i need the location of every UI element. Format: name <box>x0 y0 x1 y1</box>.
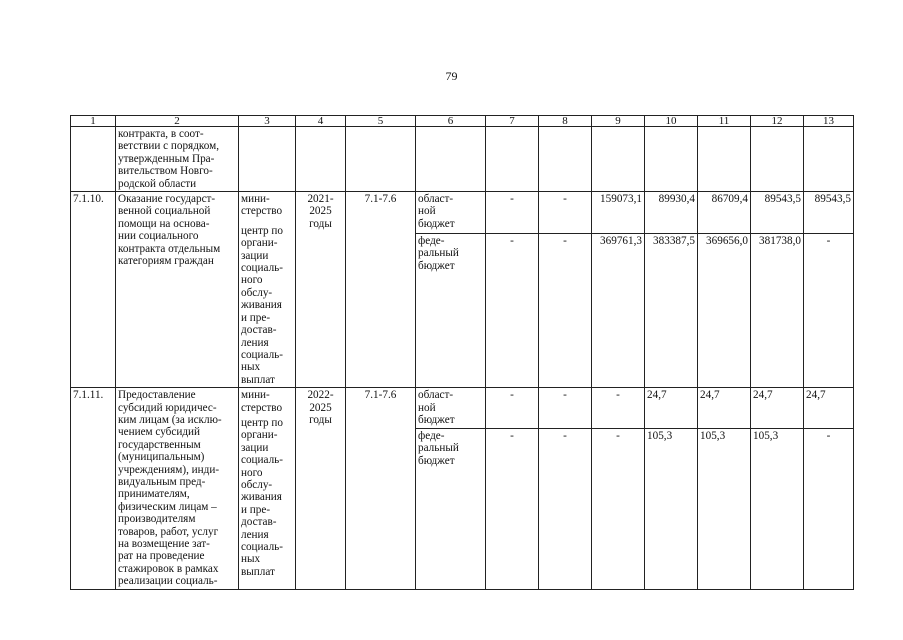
cell-years: 2021- 2025 годы <box>296 192 346 388</box>
cell-source: феде- ральный бюджет <box>416 429 486 590</box>
cell-value: 24,7 <box>804 388 854 429</box>
cell-value: 369761,3 <box>592 233 645 387</box>
cell-activity-name: контракта, в соот- ветствии с порядком, утвержденным Пра- вительством Новго- родской области <box>116 127 239 192</box>
executor-ministry: мини- стерство <box>241 193 283 218</box>
column-header: 8 <box>539 116 592 127</box>
cell-number: 7.1.11. <box>71 388 116 590</box>
cell-activity-name: Предоставление субсидий юридичес- ким лицам (за исклю- чением субсидий государственным (муниципальным) учреждениям), инди- видуальным пред- принимателям, физическим лицам – производителям товаров, работ, услуг на возмещение зат- рат на проведение стажировок в рамках реализации социаль- <box>116 388 239 590</box>
column-header: 9 <box>592 116 645 127</box>
cell-value: - <box>804 429 854 590</box>
cell-years <box>296 127 346 192</box>
cell-source: област- ной бюджет <box>416 388 486 429</box>
cell-number: 7.1.10. <box>71 192 116 388</box>
cell-value: 369656,0 <box>698 233 751 387</box>
cell-executor <box>239 127 296 192</box>
program-activities-table <box>70 115 854 590</box>
cell-years: 2022- 2025 годы <box>296 388 346 590</box>
cell-value: - <box>486 388 539 429</box>
column-header: 2 <box>116 116 239 127</box>
cell-value: - <box>592 388 645 429</box>
cell-source: област- ной бюджет <box>416 192 486 234</box>
cell-number <box>71 127 116 192</box>
cell-value: 86709,4 <box>698 192 751 234</box>
cell-task: 7.1-7.6 <box>346 192 416 388</box>
cell-value: - <box>592 429 645 590</box>
table-row <box>71 192 854 234</box>
cell-activity-name: Оказание государст- венной социальной помощи на основа- нии социального контракта отдельным категориям граждан <box>116 192 239 388</box>
cell-value: 89543,5 <box>804 192 854 234</box>
cell-task <box>346 127 416 192</box>
column-number-row <box>71 116 854 127</box>
column-header: 10 <box>645 116 698 127</box>
cell-value: - <box>486 192 539 234</box>
cell-value: 105,3 <box>645 429 698 590</box>
cell-value: 159073,1 <box>592 192 645 234</box>
column-header: 1 <box>71 116 116 127</box>
cell-value: 383387,5 <box>645 233 698 387</box>
cell-source <box>416 127 486 192</box>
cell-value: 24,7 <box>645 388 698 429</box>
cell-value: 105,3 <box>698 429 751 590</box>
cell-executor <box>239 388 296 590</box>
column-header: 3 <box>239 116 296 127</box>
column-header: 5 <box>346 116 416 127</box>
cell-task: 7.1-7.6 <box>346 388 416 590</box>
column-header: 6 <box>416 116 486 127</box>
table-row <box>71 127 854 192</box>
cell-value: 89543,5 <box>751 192 804 234</box>
cell-value: - <box>539 233 592 387</box>
table-row <box>71 388 854 429</box>
executor-center: центр по органи- зации социаль- ного обслу- живания и пре- достав- ления социаль- ных выплат <box>241 416 284 578</box>
column-header: 12 <box>751 116 804 127</box>
page-number: 79 <box>445 69 458 83</box>
column-header: 7 <box>486 116 539 127</box>
cell-value: 24,7 <box>751 388 804 429</box>
column-header: 4 <box>296 116 346 127</box>
column-header: 13 <box>804 116 854 127</box>
column-header: 11 <box>698 116 751 127</box>
cell-executor <box>239 192 296 388</box>
cell-value: 89930,4 <box>645 192 698 234</box>
cell-value: 24,7 <box>698 388 751 429</box>
executor-center: центр по органи- зации социаль- ного обслу- живания и пре- достав- ления социаль- ных выплат <box>241 224 284 386</box>
cell-value: - <box>539 388 592 429</box>
cell-value: - <box>486 429 539 590</box>
cell-value: - <box>539 192 592 234</box>
cell-value: 381738,0 <box>751 233 804 387</box>
executor-ministry: мини- стерство <box>241 389 283 414</box>
cell-value: - <box>804 233 854 387</box>
cell-value: - <box>539 429 592 590</box>
cell-value: 105,3 <box>751 429 804 590</box>
cell-source: феде- ральный бюджет <box>416 233 486 387</box>
cell-value: - <box>486 233 539 387</box>
